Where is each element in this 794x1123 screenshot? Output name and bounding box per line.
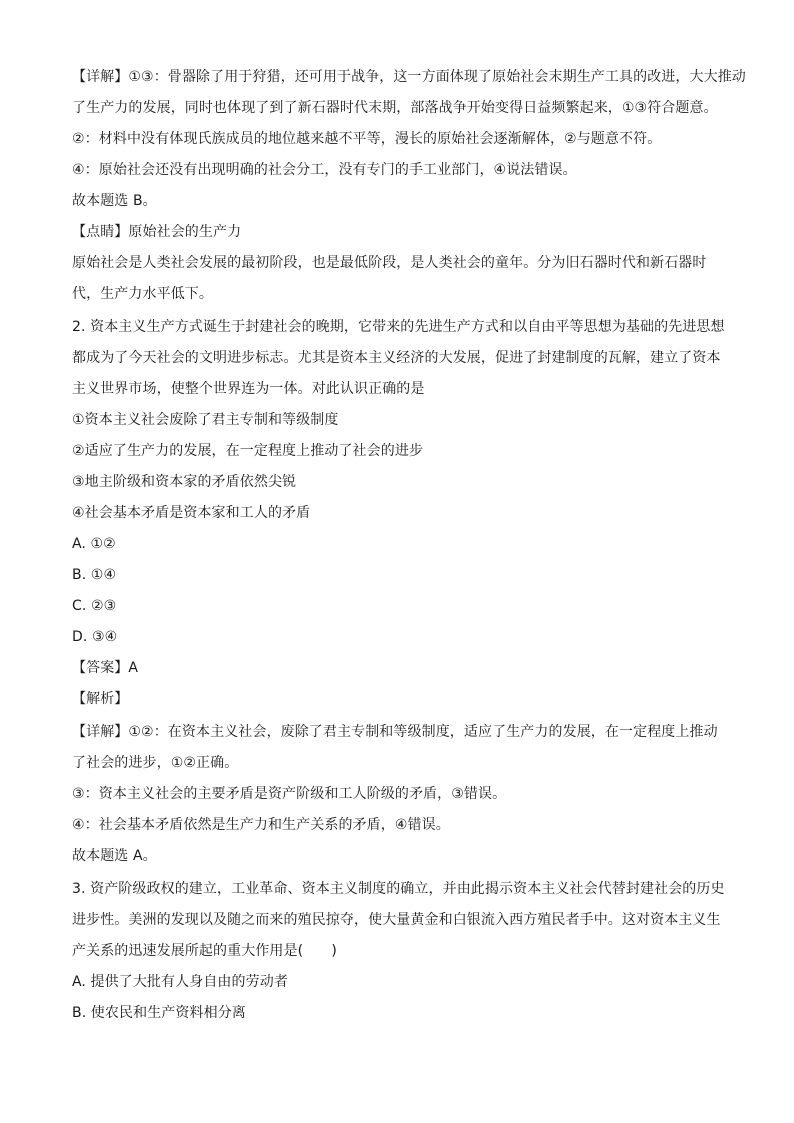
question-text: 主义世界市场，使整个世界连为一体。对此认识正确的是 (72, 381, 425, 397)
section-heading: 【点睛】原始社会的生产力 (72, 224, 242, 240)
text-line: ②：材料中没有体现氏族成员的地位越来越不平等，漫长的原始社会逐渐解体，②与题意不符。 (72, 131, 662, 147)
text-line: 了生产力的发展，同时也体现了到了新石器时代末期，部落战争开始变得日益频繁起来，①③符合题意。 (72, 100, 718, 116)
option-a: A. 提供了大批有人身自由的劳动者 (72, 974, 288, 990)
statement-item: ③地主阶级和资本家的矛盾依然尖锐 (72, 474, 297, 490)
text-line: 了社会的进步，①②正确。 (72, 755, 239, 771)
text-line: 原始社会是人类社会发展的最初阶段，也是最低阶段，是人类社会的童年。分为旧石器时代和新石器时 (72, 255, 707, 271)
text-line: 故本题选 B。 (72, 193, 157, 209)
option-d: D. ③④ (72, 629, 118, 645)
text-line: ④：原始社会还没有出现明确的社会分工，没有专门的手工业部门，④说法错误。 (72, 162, 577, 178)
option-c: C. ②③ (72, 598, 117, 614)
question-text: 都成为了今天社会的文明进步标志。尤其是资本主义经济的大发展，促进了封建制度的瓦解，建立了资本 (72, 350, 721, 366)
text-line: 【详解】①②：在资本主义社会，废除了君主专制和等级制度，适应了生产力的发展，在一定程度上推动 (72, 724, 718, 740)
statement-item: ④社会基本矛盾是资本家和工人的矛盾 (72, 505, 311, 521)
analysis-label: 【解析】 (72, 691, 129, 707)
option-a: A. ①② (72, 536, 116, 552)
question-text: 2. 资本主义生产方式诞生于封建社会的晚期，它带来的先进生产方式和以自由平等思想为基础的先进思想 (72, 319, 725, 335)
option-b: B. 使农民和生产资料相分离 (72, 1005, 246, 1021)
statement-item: ②适应了生产力的发展，在一定程度上推动了社会的进步 (72, 443, 424, 459)
text-line: ③：资本主义社会的主要矛盾是资产阶级和工人阶级的矛盾，③错误。 (72, 786, 507, 802)
text-line: 代，生产力水平低下。 (72, 286, 213, 302)
text-line: ④：社会基本矛盾依然是生产力和生产关系的矛盾，④错误。 (72, 817, 450, 833)
option-b: B. ①④ (72, 567, 117, 583)
question-text: 产关系的迅速发展所起的重大作用是( ) (72, 943, 337, 959)
question-text: 3. 资产阶级政权的建立，工业革命、资本主义制度的确立，并由此揭示资本主义社会代替封建社会的历史 (72, 881, 725, 897)
answer-label: 【答案】A (72, 660, 139, 676)
statement-item: ①资本主义社会废除了君主专制和等级制度 (72, 412, 339, 428)
text-line: 故本题选 A。 (72, 848, 157, 864)
text-line: 【详解】①③：骨器除了用于狩猎，还可用于战争，这一方面体现了原始社会末期生产工具的改进，大大推动 (72, 69, 746, 85)
question-text: 进步性。美洲的发现以及随之而来的殖民掠夺，使大量黄金和白银流入西方殖民者手中。这对资本主义生 (72, 912, 721, 928)
